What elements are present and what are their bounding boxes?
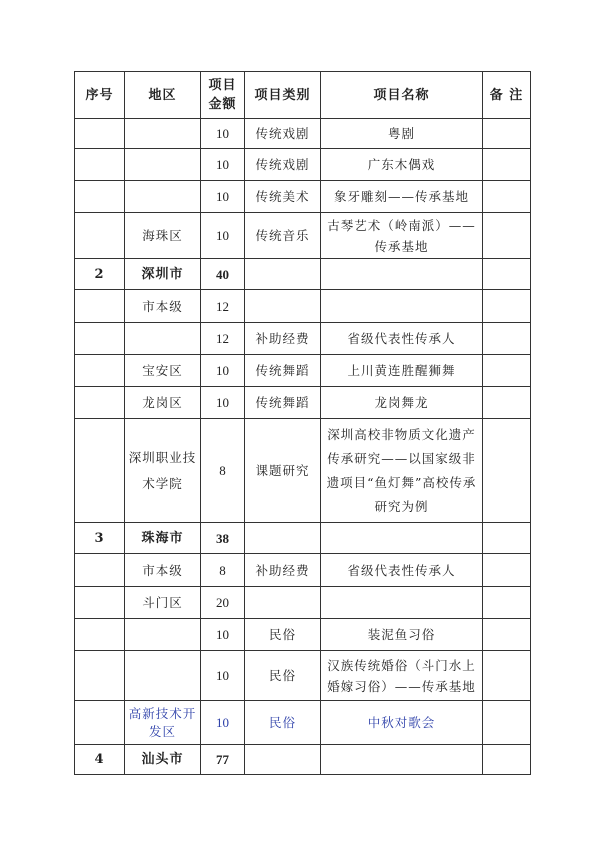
table-row xyxy=(75,355,531,387)
cell-name xyxy=(321,523,483,554)
cell-amount: 10 xyxy=(201,701,245,745)
cell-category xyxy=(245,290,321,323)
cell-region: 海珠区 xyxy=(125,213,201,259)
cell-region: 珠海市 xyxy=(125,523,201,554)
cell-index xyxy=(75,387,125,419)
cell-amount: 77 xyxy=(201,745,245,775)
cell-name: 粤剧 xyxy=(321,119,483,149)
table-row xyxy=(75,523,531,554)
cell-name: 上川黄连胜醒狮舞 xyxy=(321,355,483,387)
cell-amount: 10 xyxy=(201,181,245,213)
table-row xyxy=(75,387,531,419)
cell-index xyxy=(75,419,125,523)
table-row xyxy=(75,149,531,181)
header-index: 序号 xyxy=(75,72,125,119)
header-name: 项目名称 xyxy=(321,72,483,119)
cell-notes xyxy=(483,701,531,745)
table-row xyxy=(75,259,531,290)
cell-notes xyxy=(483,181,531,213)
cell-amount: 20 xyxy=(201,587,245,619)
table-row xyxy=(75,619,531,651)
cell-index xyxy=(75,587,125,619)
table-row xyxy=(75,213,531,259)
table-row xyxy=(75,290,531,323)
cell-name xyxy=(321,587,483,619)
cell-index xyxy=(75,213,125,259)
cell-category xyxy=(245,523,321,554)
cell-amount: 8 xyxy=(201,419,245,523)
cell-notes xyxy=(483,149,531,181)
cell-region xyxy=(125,149,201,181)
cell-amount: 10 xyxy=(201,651,245,701)
cell-index: 2 xyxy=(75,259,125,290)
cell-name: 深圳高校非物质文化遗产传承研究——以国家级非遗项目“鱼灯舞”高校传承研究为例 xyxy=(321,419,483,523)
cell-amount: 10 xyxy=(201,355,245,387)
cell-index xyxy=(75,355,125,387)
cell-category: 传统戏剧 xyxy=(245,149,321,181)
funding-table xyxy=(74,71,531,775)
cell-notes xyxy=(483,523,531,554)
cell-category: 传统舞蹈 xyxy=(245,387,321,419)
cell-notes xyxy=(483,323,531,355)
cell-notes xyxy=(483,213,531,259)
cell-amount: 10 xyxy=(201,387,245,419)
cell-name: 龙岗舞龙 xyxy=(321,387,483,419)
cell-index xyxy=(75,290,125,323)
cell-name: 象牙雕刻——传承基地 xyxy=(321,181,483,213)
table-row xyxy=(75,181,531,213)
cell-region: 宝安区 xyxy=(125,355,201,387)
cell-index xyxy=(75,701,125,745)
cell-name: 省级代表性传承人 xyxy=(321,554,483,587)
cell-name: 省级代表性传承人 xyxy=(321,323,483,355)
cell-notes xyxy=(483,587,531,619)
cell-region xyxy=(125,119,201,149)
cell-index: 3 xyxy=(75,523,125,554)
cell-index xyxy=(75,651,125,701)
cell-region: 市本级 xyxy=(125,554,201,587)
cell-name xyxy=(321,259,483,290)
cell-region: 汕头市 xyxy=(125,745,201,775)
cell-amount: 38 xyxy=(201,523,245,554)
cell-amount: 12 xyxy=(201,290,245,323)
cell-notes xyxy=(483,290,531,323)
cell-category xyxy=(245,587,321,619)
cell-notes xyxy=(483,259,531,290)
table-row xyxy=(75,554,531,587)
cell-name: 中秋对歌会 xyxy=(321,701,483,745)
cell-amount: 10 xyxy=(201,619,245,651)
cell-amount: 12 xyxy=(201,323,245,355)
cell-category: 传统美术 xyxy=(245,181,321,213)
table-row xyxy=(75,323,531,355)
cell-region xyxy=(125,181,201,213)
cell-notes xyxy=(483,119,531,149)
cell-region: 高新技术开发区 xyxy=(125,701,201,745)
cell-index xyxy=(75,619,125,651)
header-amount: 项目金额 xyxy=(201,72,245,119)
cell-amount: 10 xyxy=(201,213,245,259)
cell-amount: 40 xyxy=(201,259,245,290)
cell-index xyxy=(75,119,125,149)
cell-category xyxy=(245,745,321,775)
table-row xyxy=(75,651,531,701)
cell-category: 民俗 xyxy=(245,619,321,651)
header-region: 地区 xyxy=(125,72,201,119)
cell-category: 补助经费 xyxy=(245,323,321,355)
cell-category: 民俗 xyxy=(245,701,321,745)
cell-index xyxy=(75,149,125,181)
cell-notes xyxy=(483,419,531,523)
table-row xyxy=(75,745,531,775)
cell-name xyxy=(321,290,483,323)
cell-amount: 10 xyxy=(201,149,245,181)
cell-region xyxy=(125,323,201,355)
cell-notes xyxy=(483,651,531,701)
table-row xyxy=(75,701,531,745)
cell-notes xyxy=(483,745,531,775)
cell-category: 传统音乐 xyxy=(245,213,321,259)
cell-name: 古琴艺术（岭南派）——传承基地 xyxy=(321,213,483,259)
cell-index: 4 xyxy=(75,745,125,775)
cell-amount: 10 xyxy=(201,119,245,149)
table-row xyxy=(75,587,531,619)
cell-index xyxy=(75,181,125,213)
cell-name: 广东木偶戏 xyxy=(321,149,483,181)
cell-region xyxy=(125,651,201,701)
cell-notes xyxy=(483,387,531,419)
cell-name: 装泥鱼习俗 xyxy=(321,619,483,651)
cell-notes xyxy=(483,619,531,651)
header-notes: 备 注 xyxy=(483,72,531,119)
cell-category: 民俗 xyxy=(245,651,321,701)
cell-region: 市本级 xyxy=(125,290,201,323)
cell-category: 补助经费 xyxy=(245,554,321,587)
cell-category: 课题研究 xyxy=(245,419,321,523)
cell-region: 深圳市 xyxy=(125,259,201,290)
table-row xyxy=(75,419,531,523)
cell-region: 龙岗区 xyxy=(125,387,201,419)
cell-category: 传统戏剧 xyxy=(245,119,321,149)
header-row xyxy=(75,72,531,119)
cell-name xyxy=(321,745,483,775)
cell-region: 斗门区 xyxy=(125,587,201,619)
cell-notes xyxy=(483,554,531,587)
cell-category xyxy=(245,259,321,290)
cell-index xyxy=(75,554,125,587)
cell-notes xyxy=(483,355,531,387)
cell-index xyxy=(75,323,125,355)
header-category: 项目类别 xyxy=(245,72,321,119)
cell-name: 汉族传统婚俗（斗门水上婚嫁习俗）——传承基地 xyxy=(321,651,483,701)
cell-region xyxy=(125,619,201,651)
cell-amount: 8 xyxy=(201,554,245,587)
table-row xyxy=(75,119,531,149)
cell-region: 深圳职业技术学院 xyxy=(125,419,201,523)
cell-category: 传统舞蹈 xyxy=(245,355,321,387)
